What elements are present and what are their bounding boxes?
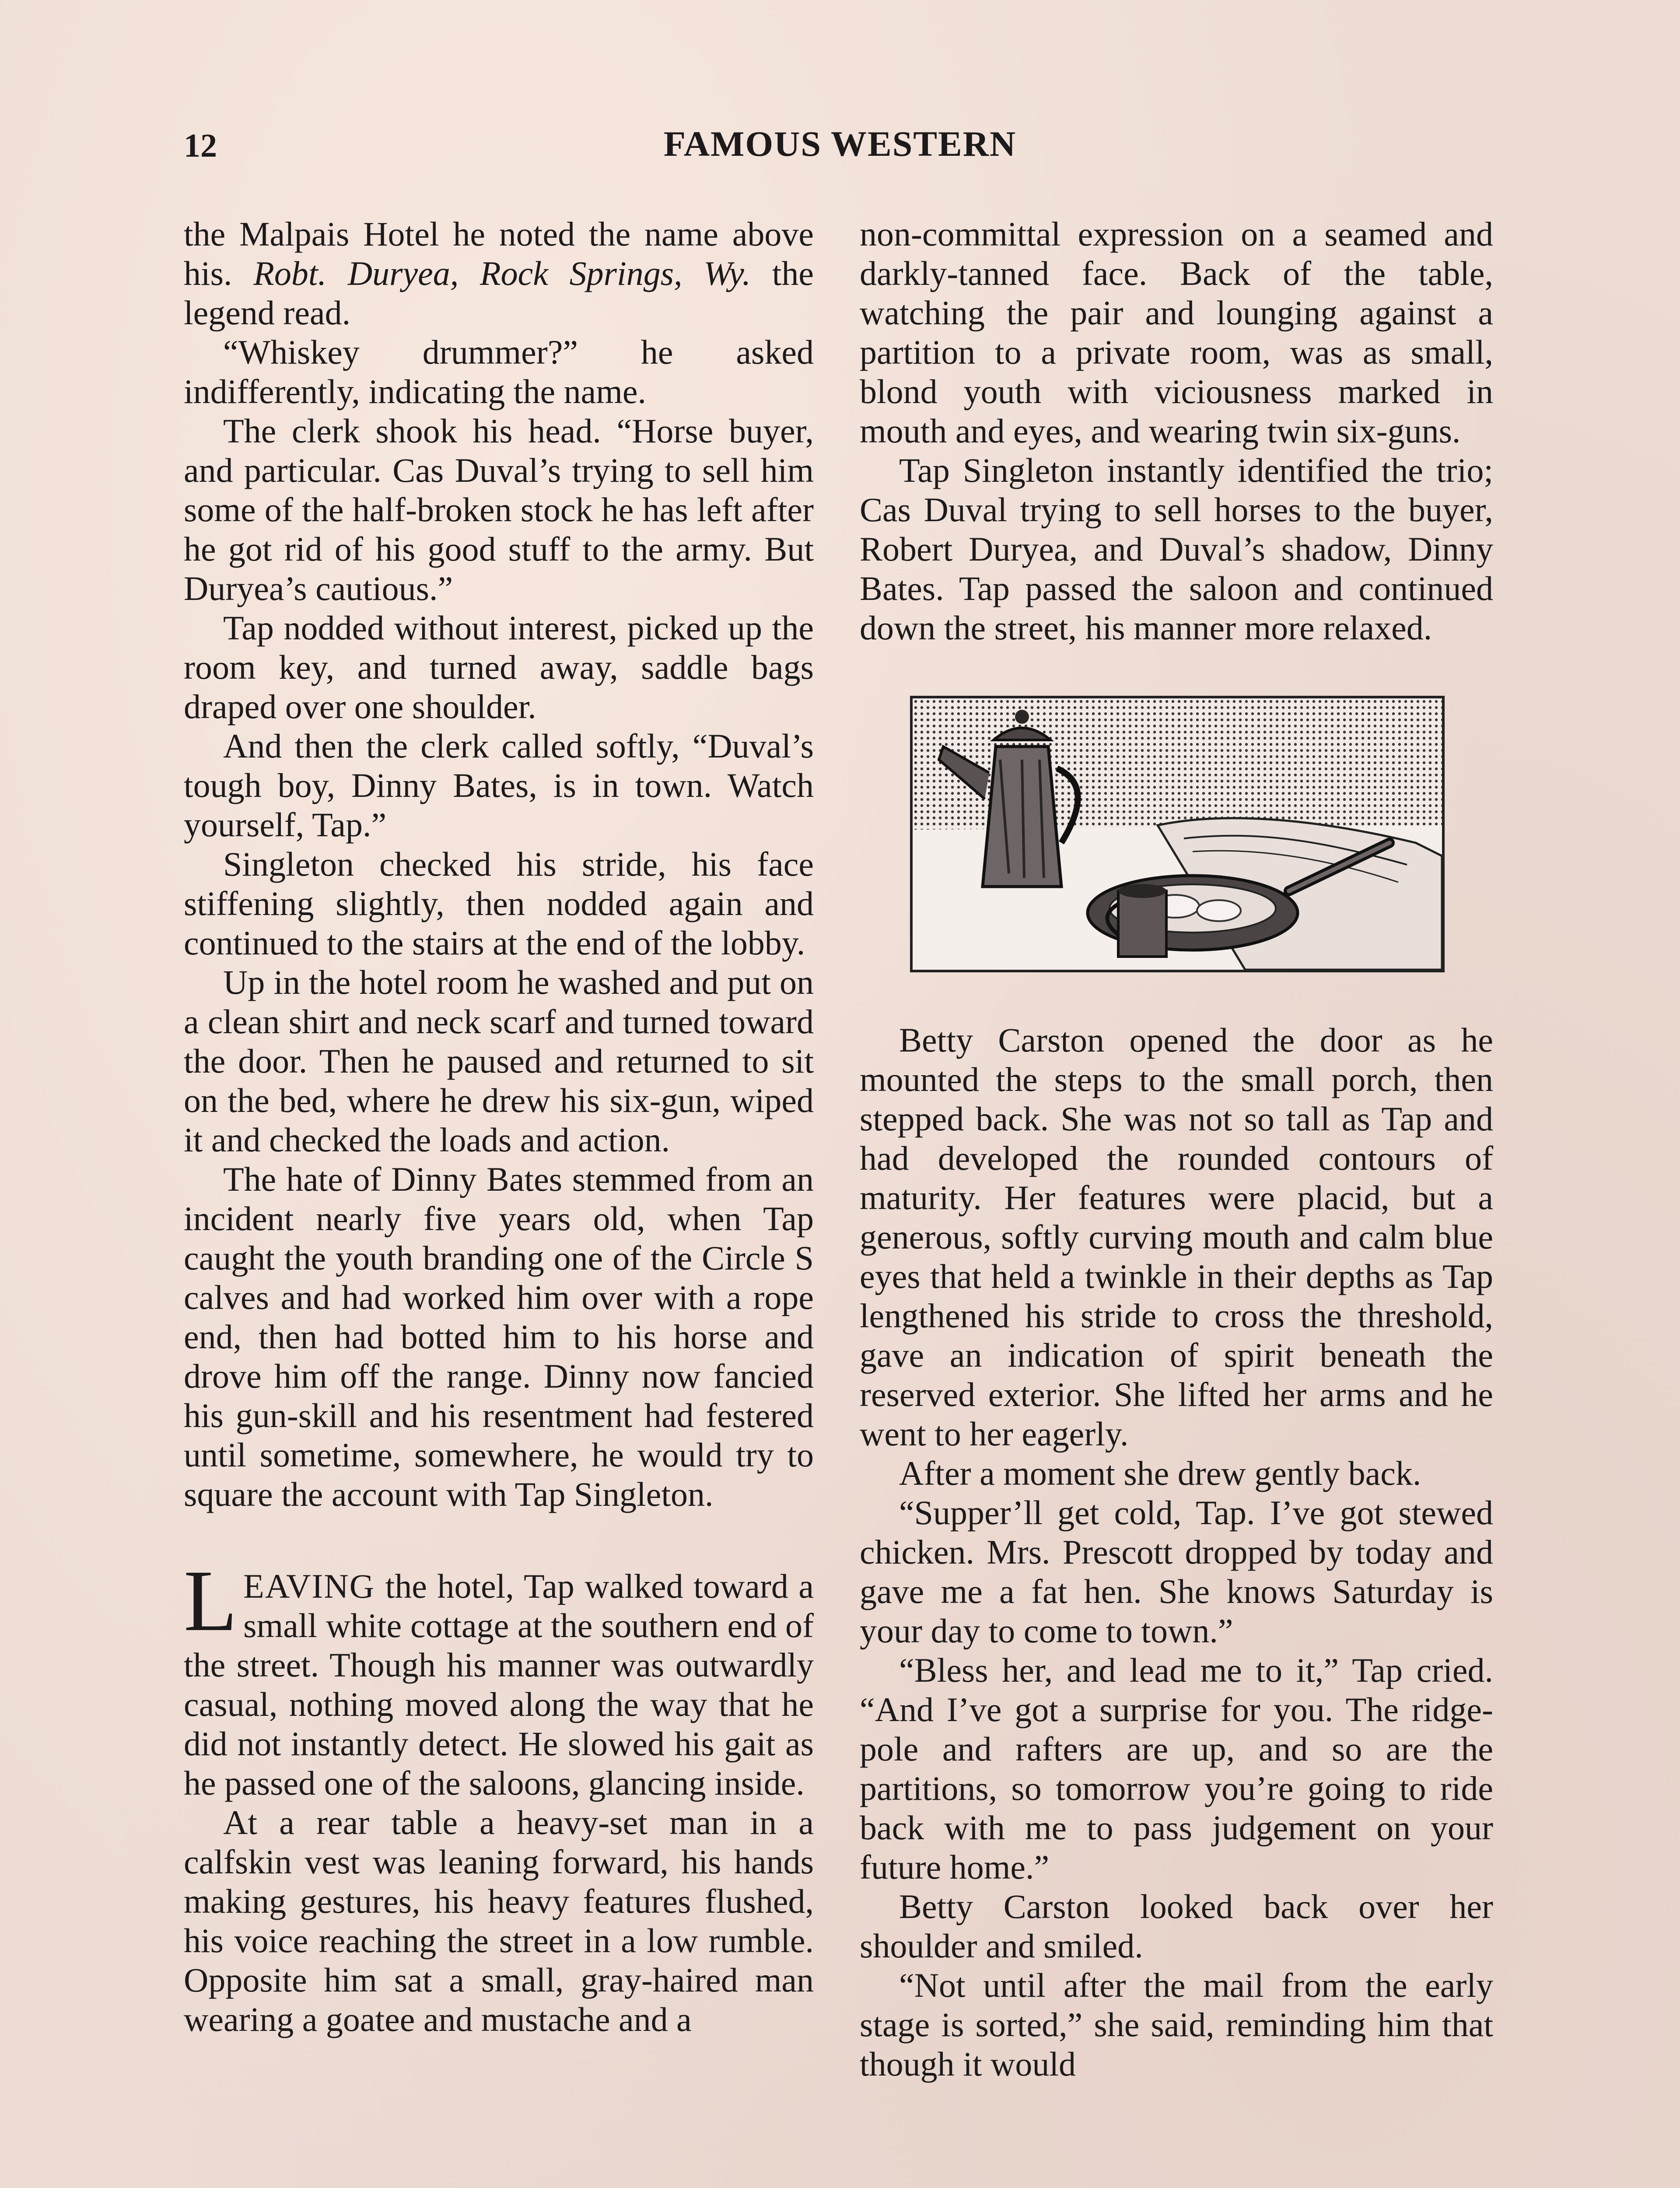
drop-cap: L [184, 1553, 238, 1649]
paragraph: Singleton checked his stride, his face stiffening slightly, then nodded again and continued to the stairs at the end of the lobby. [184, 845, 814, 962]
paragraph: At a rear table a heavy-set man in a calfskin vest was leaning forward, his hands making gestures, his heavy features flushed, his voice reaching the street in a low rumble. Opposite him sat a small, gray-haired man wearing a goatee and mustache and a [184, 1803, 814, 2038]
paragraph: And then the clerk called softly, “Duval’s tough boy, Dinny Bates, is in town. Watch yourself, Tap.” [184, 727, 814, 844]
paragraph: Up in the hotel room he washed and put on a clean shirt and neck scarf and turned toward the door. Then he paused and returned to sit on the bed, where he drew his six-gun, wiped it and checked the loads and action. [184, 963, 814, 1159]
right-column [860, 214, 1493, 2188]
hotel-register-entry: Robt. Duryea, Rock Springs, Wy. [253, 254, 751, 292]
paragraph: Betty Carston opened the door as he mounted the steps to the small porch, then stepped back. She was not so tall as Tap and had developed the rounded contours of maturity. Her features were placid, but a generous, softly curving mouth and calm blue eyes that held a twinkle in their depths as Tap lengthened his stride to cross the threshold, gave an indication of spirit beneath the reserved exterior. She lifted her arms and he went to her eagerly. [860, 1021, 1493, 1453]
paragraph: “Whiskey drummer?” he asked indifferently, indicating the name. [184, 333, 814, 410]
paragraph: non-committal expression on a seamed and darkly-tanned face. Back of the table, watching the pair and lounging against a partition to a private room, was as small, blond youth with viciousness marked in mouth and eyes, and wearing twin six-guns. [860, 215, 1493, 450]
paragraph: Tap nodded without interest, picked up the room key, and turned away, saddle bags draped over one shoulder. [184, 609, 814, 726]
paragraph: Betty Carston looked back over her shoulder and smiled. [860, 1887, 1493, 1965]
section-opening-paragraph: LEAVING the hotel, Tap walked toward a small white cottage at the southern end of the street. Though his manner was outwardly casual, nothing moved along the way that he did not instantly detect. He slowed his gait as he passed one of the saloons, glancing inside. [184, 1553, 814, 1802]
paragraph: “Not until after the mail from the early stage is sorted,” she said, reminding him that though it would [860, 1966, 1493, 2083]
left-column [184, 214, 814, 2188]
coffee-pot-skillet-illustration [910, 696, 1445, 972]
paragraph: After a moment she drew gently back. [899, 1454, 1421, 1492]
running-head: FAMOUS WESTERN [663, 124, 1017, 164]
paragraph: “Bless her, and lead me to it,” Tap cried. “And I’ve got a surprise for you. The ridge-pole and rafters are up, and so are the partitions, so tomorrow you’re going to ride back with me to pass judgement on your future home.” [860, 1651, 1493, 1886]
paragraph: The hate of Dinny Bates stemmed from an incident nearly five years old, when Tap caught the youth branding one of the Circle S calves and had worked him over with a rope end, then had botted him to his horse and drove him off the range. Dinny now fancied his gun-skill and his resentment had festered until sometime, somewhere, he would try to square the account with Tap Singleton. [184, 1160, 814, 1513]
paragraph: Tap Singleton instantly identified the trio; Cas Duval trying to sell horses to the buyer, Robert Duryea, and Duval’s shadow, Dinny Bates. Tap passed the saloon and continued down the street, his manner more relaxed. [860, 451, 1493, 647]
paragraph: “Supper’ll get cold, Tap. I’ve got stewed chicken. Mrs. Prescott dropped by today and gave me a fat hen. She knows Saturday is your day to come to town.” [860, 1494, 1493, 1650]
page-number: 12 [184, 127, 217, 164]
paragraph: the Malpais Hotel he noted the name above his. Robt. Duryea, Rock Springs, Wy. the legend read. [184, 215, 814, 332]
paragraph: The clerk shook his head. “Horse buyer, and particular. Cas Duval’s trying to sell him some of the half-broken stock he has left after he got rid of his good stuff to the army. But Duryea’s cautious.” [184, 412, 814, 607]
